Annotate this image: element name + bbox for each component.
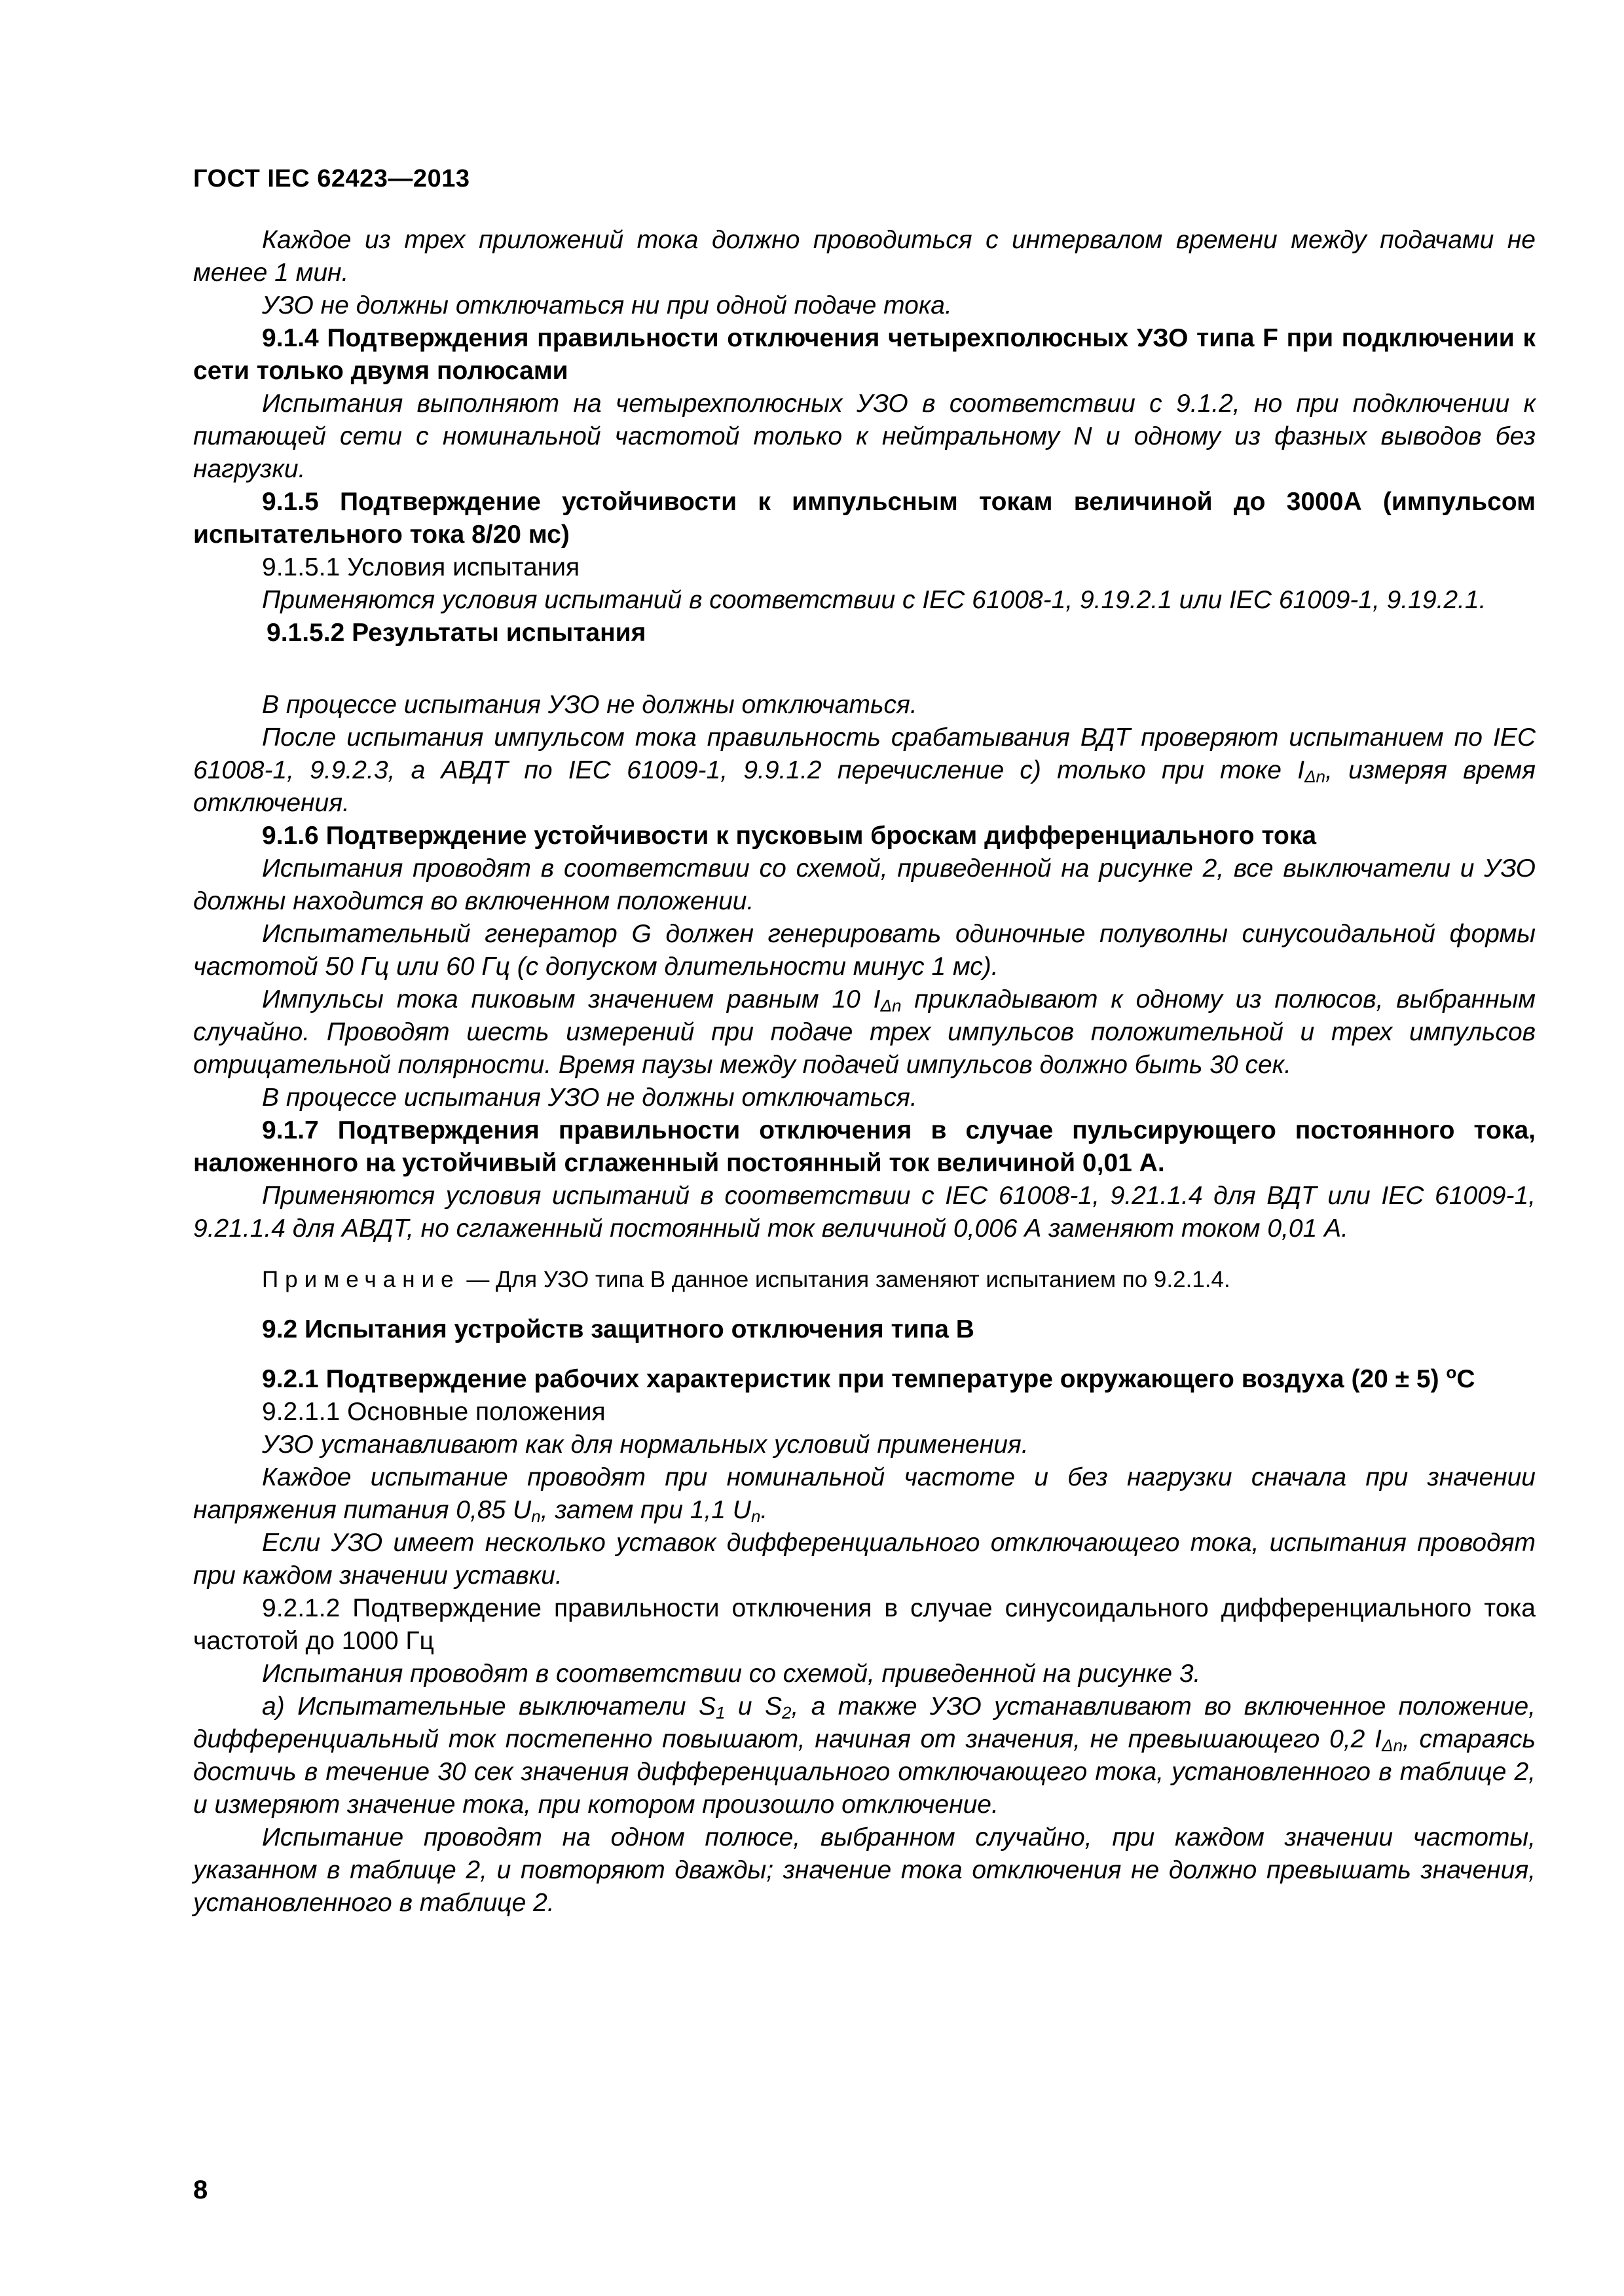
section-heading-9-1-4: 9.1.4 Подтверждения правильности отключения четырехполюсных УЗО типа F при подключении к сети только двумя полюсами	[193, 324, 1536, 385]
section-heading-9-1-5: 9.1.5 Подтверждение устойчивости к импульсным токам величиной до 3000А (импульсом испытательного тока 8/20 мс)	[193, 488, 1536, 549]
section-heading-9-2-1	[193, 1363, 1536, 1396]
superscript: о	[1446, 1362, 1457, 1382]
text-run: и S	[725, 1692, 782, 1721]
paragraph: Испытательный генератор G должен генерировать одиночные полуволны синусоидальной формы частотой 50 Гц или 60 Гц (с допуском длительности минус 1 мс).	[193, 920, 1536, 981]
text-run: С	[1456, 1365, 1475, 1393]
page-number: 8	[193, 2176, 208, 2204]
paragraph: Если УЗО имеет несколько уставок дифференциального отключающего тока, испытания проводят при каждом значении уставки.	[193, 1529, 1536, 1590]
text-run: , измеряя время отключения.	[193, 756, 1536, 817]
note	[193, 1264, 1536, 1296]
document-body	[193, 224, 1536, 1920]
text-run: Импульсы тока пиковым значением равным 10 I	[262, 985, 881, 1013]
subsection-heading-9-2-1-1: 9.2.1.1 Основные положения	[262, 1398, 606, 1426]
paragraph: Испытания выполняют на четырехполюсных УЗО в соответствии с 9.1.2, но при подключении к питающей сети с номинальной частотой только к нейтральному N и одному из фазных выводов без нагрузки.	[193, 390, 1536, 483]
paragraph: Каждое из трех приложений тока должно проводиться с интервалом времени между подачами не менее 1 мин.	[193, 226, 1536, 287]
section-heading-9-2: 9.2 Испытания устройств защитного отключения типа В	[262, 1315, 974, 1343]
subscript: n	[531, 1506, 541, 1526]
section-heading-9-1-7: 9.1.7 Подтверждения правильности отключения в случае пульсирующего постоянного тока, наложенного на устойчивый сглаженный постоянный ток величиной 0,01 А.	[193, 1116, 1536, 1177]
text-run: Каждое испытание проводят при номинальной частоте и без нагрузки сначала при значении напряжения питания 0,85 U	[193, 1463, 1536, 1524]
paragraph	[193, 983, 1536, 1082]
paragraph: Испытания проводят в соответствии со схемой, приведенной на рисунке 2, все выключатели и УЗО должны находится во включенном положении.	[193, 854, 1536, 915]
paragraph: УЗО не должны отключаться ни при одной подаче тока.	[262, 291, 952, 319]
section-heading-9-1-6: 9.1.6 Подтверждение устойчивости к пусковым броскам дифференциального тока	[262, 822, 1317, 850]
text-run: , стараясь достичь в течение 30 сек значения дифференциального отключающего тока, установленного в таблице 2, и измеряют значение тока, при котором произошло отключение.	[193, 1725, 1536, 1819]
text-run: 9.2.1 Подтверждение рабочих характеристик при температуре окружающего воздуха (20 ± 5)	[262, 1365, 1447, 1393]
paragraph: Применяются условия испытаний в соответствии с IEC 61008-1, 9.21.1.4 для ВДТ или IEC 61009-1, 9.21.1.4 для АВДТ, но сглаженный постоянный ток величиной 0,006 А заменяют током 0,01 А.	[193, 1182, 1536, 1243]
text-run: a) Испытательные выключатели S	[262, 1692, 716, 1721]
paragraph: Применяются условия испытаний в соответствии с IEC 61008-1, 9.19.2.1 или IEC 61009-1, 9.19.2.1.	[262, 586, 1486, 614]
subsection-heading-9-2-1-2: 9.2.1.2 Подтверждение правильности отключения в случае синусоидального дифференциального тока частотой до 1000 Гц	[193, 1594, 1536, 1655]
paragraph: В процессе испытания УЗО не должны отключаться.	[262, 1084, 917, 1112]
note-text: — Для УЗО типа В данное испытания заменяют испытанием по 9.2.1.4.	[460, 1267, 1230, 1292]
paragraph: В процессе испытания УЗО не должны отключаться.	[262, 691, 917, 719]
subscript: 1	[715, 1703, 726, 1722]
paragraph: УЗО устанавливают как для нормальных условий применения.	[262, 1430, 1029, 1459]
document-header: ГОСТ IEC 62423—2013	[193, 165, 470, 192]
text-run: , затем при 1,1 U	[540, 1496, 751, 1524]
subsection-heading-9-1-5-1: 9.1.5.1 Условия испытания	[262, 553, 580, 581]
subscript: n	[750, 1506, 761, 1526]
paragraph	[193, 1461, 1536, 1527]
paragraph: Испытания проводят в соответствии со схемой, приведенной на рисунке 3.	[262, 1660, 1201, 1688]
paragraph	[193, 1690, 1536, 1821]
subsection-heading-9-1-5-2: 9.1.5.2 Результаты испытания	[267, 619, 646, 647]
paragraph: Испытание проводят на одном полюсе, выбранном случайно, при каждом значении частоты, указанном в таблице 2, и повторяют дважды; значение тока отключения не должно превышать значения, установленного в таблице 2.	[193, 1823, 1536, 1917]
text-run: прикладывают к одному из полюсов, выбранным случайно. Проводят шесть измерений при подаче трех импульсов положительной и трех импульсов отрицательной полярности. Время паузы между подачей импульсов должно быть 30 сек.	[193, 985, 1536, 1079]
text-run: После испытания импульсом тока правильность срабатывания ВДТ проверяют испытанием по IEC 61008-1, 9.9.2.3, а АВДТ по IEC 61009-1, 9.9.1.2 перечисление c) только при токе I	[193, 723, 1536, 784]
note-label: Примечание	[262, 1267, 460, 1292]
subscript: 2	[781, 1703, 792, 1722]
subscript: Δn	[880, 996, 902, 1015]
text-run: , а также УЗО устанавливают во включенное положение, дифференциальный ток постепенно повышают, начиная от значения, не превышающего 0,2 I	[193, 1692, 1536, 1753]
subscript: Δn	[1304, 767, 1325, 786]
paragraph	[193, 721, 1536, 820]
subscript: Δn	[1382, 1736, 1403, 1755]
text-run: .	[760, 1496, 768, 1524]
